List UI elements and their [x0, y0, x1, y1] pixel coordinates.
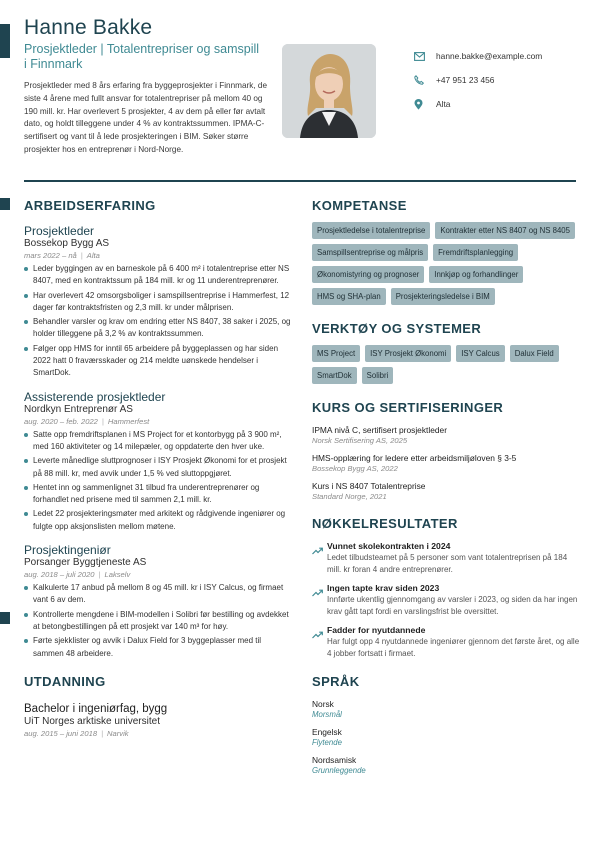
- job-place: Alta: [86, 251, 100, 260]
- list-item: Kalkulerte 17 anbud på mellom 8 og 45 mill. kr i ISY Calcus, og firmaet vant 6 av dem.: [24, 582, 292, 607]
- languages-heading: SPRÅK: [312, 674, 360, 689]
- trending-up-icon: [312, 540, 323, 576]
- result-entry: [312, 624, 580, 660]
- list-item: Leder byggingen av en barneskole på 6 400 m² i totalentreprise etter NS 8407, med en kontraktssum på 184 mill. kr og 11 underentreprenører.: [24, 263, 292, 288]
- name-accent-bar: [0, 24, 10, 58]
- job-bullets: [24, 263, 292, 380]
- education-entry: [24, 702, 292, 739]
- list-item: Ledet 22 prosjekteringsmøter med arkitekt og rådgivende ingeniører og fulgte opp aksjonslisten mellom møtene.: [24, 508, 292, 533]
- result-entry: [312, 582, 580, 618]
- job-title: Prosjektingeniør: [24, 543, 111, 558]
- job-period: aug. 2018 – juli 2020: [24, 570, 95, 580]
- course-title: IPMA nivå C, sertifisert prosjektleder: [312, 425, 447, 435]
- job-place: Lakselv: [104, 570, 131, 580]
- tools-heading: VERKTØY OG SYSTEMER: [312, 321, 482, 336]
- language-entry: [312, 698, 580, 720]
- list-item: Følger opp HMS for inntil 65 arbeidere på byggeplassen og har siden 2022 hatt 0 fraværsskader og 214 meldte uønskede hendelser i SmartDok.: [24, 343, 292, 380]
- resume-header: [24, 16, 584, 182]
- job-company: Nordkyn Entreprenør AS: [24, 403, 133, 415]
- skill-tag: HMS og SHA-plan: [312, 288, 386, 305]
- job-title: Prosjektleder: [24, 224, 95, 238]
- language-name: Nordsamisk: [312, 755, 357, 765]
- job-company: Bossekop Bygg AS: [24, 238, 110, 249]
- list-item: Hentet inn og sammenlignet 31 tilbud fra underentreprenører og forhandlet ned prisene med til sammen 2,1 mill. kr.: [24, 482, 292, 507]
- location-text: Alta: [436, 99, 451, 109]
- job-bullets: [24, 582, 292, 660]
- job-title: Assisterende prosjektleder: [24, 389, 166, 404]
- skill-tag: Innkjøp og forhandlinger: [429, 266, 523, 283]
- phone-icon: [414, 73, 430, 87]
- course-title: Kurs i NS 8407 Totalentreprise: [312, 481, 426, 491]
- job-bullets: [24, 429, 292, 533]
- language-level: Morsmål: [312, 710, 342, 719]
- profile-photo: [282, 44, 376, 138]
- result-entry: [312, 540, 580, 576]
- job-entry: [24, 543, 292, 660]
- list-item: Leverte månedlige sluttprognoser i ISY Prosjekt Økonomi for et prosjekt på 88 mill. kr, med avvik under 1,5 % ved sluttoppgjøret.: [24, 455, 292, 480]
- contact-list: [414, 44, 589, 116]
- language-entry: [312, 754, 580, 776]
- language-entry: [312, 726, 580, 748]
- job-entry: [24, 390, 292, 533]
- header-divider: [24, 180, 576, 182]
- section-accent-bar: [0, 612, 10, 624]
- email-text: hanne.bakke@example.com: [436, 51, 543, 61]
- skills-tags: [312, 222, 580, 305]
- headline: Prosjektleder | Totalentrepriser og samspill i Finnmark: [24, 42, 260, 71]
- skill-tag: Prosjektledelse i totalentreprise: [312, 222, 430, 239]
- location-pin-icon: [414, 97, 430, 111]
- language-name: Norsk: [312, 699, 334, 709]
- course-entry: [312, 452, 580, 474]
- result-desc: Har fulgt opp 4 nyutdannede ingeniører gjennom det første året, og alle 4 jobber fortsatt i firmaet.: [327, 637, 580, 658]
- result-title: Vunnet skolekontrakten i 2024: [327, 541, 451, 551]
- skill-tag: Økonomistyring og prognoser: [312, 266, 424, 283]
- course-entry: [312, 424, 580, 446]
- course-meta: Bossekop Bygg AS, 2022: [312, 464, 398, 473]
- result-title: Fadder for nyutdannede: [327, 625, 426, 635]
- tool-tag: ISY Calcus: [456, 345, 504, 362]
- language-name: Engelsk: [312, 727, 342, 737]
- course-meta: Norsk Sertifisering AS, 2025: [312, 436, 408, 445]
- tool-tag: MS Project: [312, 345, 360, 362]
- education-period: aug. 2015 – juni 2018: [24, 728, 98, 738]
- list-item: Kontrollerte mengdene i BIM-modellen i Solibri før bestilling og avdekket at betongbestillingen på ett prosjekt var 140 m³ for høy.: [24, 609, 292, 634]
- skill-tag: Fremdriftsplanlegging: [433, 244, 518, 261]
- profile-summary: Prosjektleder med 8 års erfaring fra byggeprosjekter i Finnmark, de siste 4 årene med fullt ansvar for totalentrepriser på mellom 40 og 190 mill. kr. Har overlevert 5 prosjekter, 4 av dem på eller før avtalt dato, og holdt tilleggene under 4 % av kontraktssummen. IPMA-C-sertifisert og vant til å lede prosjekteringen i BIM. Søker større prosjekter hos en entreprenør i Nord-Norge.: [24, 81, 268, 154]
- tool-tag: Dalux Field: [510, 345, 559, 362]
- list-item: Satte opp fremdriftsplanen i MS Project for et kontorbygg på 3 900 m², med 160 aktiviteter og 14 milepæler, og oppdaterte den hver uke.: [24, 429, 292, 454]
- tool-tag: Solibri: [362, 367, 394, 384]
- contact-location: [414, 92, 589, 116]
- tools-tags: [312, 345, 580, 384]
- skill-tag: Samspillsentreprise og målpris: [312, 244, 428, 261]
- education-heading: UTDANNING: [24, 673, 106, 689]
- phone-text: +47 951 23 456: [436, 75, 495, 85]
- language-level: Grunnleggende: [312, 766, 366, 775]
- result-title: Ingen tapte krav siden 2023: [327, 583, 440, 593]
- job-meta: aug. 2020 – feb. 2022 | Hammerfest: [24, 416, 150, 426]
- job-meta: aug. 2018 – juli 2020 | Lakselv: [24, 570, 131, 580]
- email-icon: [414, 49, 430, 63]
- language-level: Flytende: [312, 738, 342, 747]
- tool-tag: ISY Prosjekt Økonomi: [365, 345, 451, 362]
- trending-up-icon: [312, 582, 323, 618]
- contact-email[interactable]: [414, 44, 589, 68]
- job-period: aug. 2020 – feb. 2022: [24, 416, 98, 426]
- course-meta: Standard Norge, 2021: [312, 492, 387, 501]
- skill-tag: Prosjekteringsledelse i BIM: [391, 288, 495, 305]
- course-entry: [312, 480, 580, 502]
- skills-heading: KOMPETANSE: [312, 198, 407, 213]
- job-period: mars 2022 – nå: [24, 251, 77, 260]
- courses-heading: KURS OG SERTIFISERINGER: [312, 400, 504, 415]
- list-item: Behandler varsler og krav om endring etter NS 8407, 38 saker i 2025, og holder tilleggene på 3,2 % av kontraktssummen.: [24, 316, 292, 341]
- job-company: Porsanger Byggtjeneste AS: [24, 557, 147, 569]
- education-meta: aug. 2015 – juni 2018 | Narvik: [24, 728, 129, 738]
- job-entry: [24, 224, 292, 380]
- list-item: Førte sjekklister og avvik i Dalux Field for 3 byggeplasser med til sammen 48 arbeidere.: [24, 635, 292, 660]
- trending-up-icon: [312, 624, 323, 660]
- result-desc: Innførte ukentlig gjennomgang av varsler i 2023, og siden da har ingen krav gått tapt fordi en varslingsfrist ble oversittet.: [327, 595, 578, 616]
- tool-tag: SmartDok: [312, 367, 357, 384]
- contact-phone[interactable]: [414, 68, 589, 92]
- job-meta: mars 2022 – nå | Alta: [24, 251, 100, 260]
- results-heading: NØKKELRESULTATER: [312, 516, 458, 531]
- school-name: UiT Norges arktiske universitet: [24, 715, 160, 727]
- degree-title: Bachelor i ingeniørfag, bygg: [24, 702, 168, 715]
- list-item: Har overlevert 42 omsorgsboliger i samspillsentreprise i Hammerfest, 12 dager før kontraktsfristen og 2,3 mill. kr under målprisen.: [24, 290, 292, 315]
- candidate-name: Hanne Bakke: [24, 16, 153, 39]
- education-place: Narvik: [107, 728, 129, 738]
- right-column: [312, 198, 580, 776]
- skill-tag: Kontrakter etter NS 8407 og NS 8405: [435, 222, 575, 239]
- result-desc: Ledet tilbudsteamet på 5 personer som vant totalentreprisen på 184 mill. kr foran 4 andre entreprenører.: [327, 553, 568, 574]
- section-accent-bar: [0, 198, 10, 210]
- job-place: Hammerfest: [107, 416, 150, 426]
- experience-heading: ARBEIDSERFARING: [24, 198, 156, 213]
- left-column: [24, 198, 292, 739]
- course-title: HMS-opplæring for ledere etter arbeidsmiljøloven § 3-5: [312, 453, 517, 463]
